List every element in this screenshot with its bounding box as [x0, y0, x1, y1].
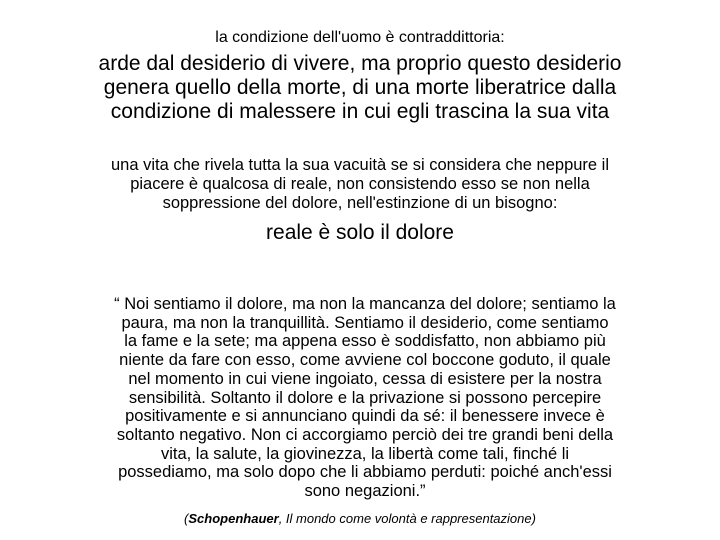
quote-line: paura, ma non la tranquillità. Sentiamo il desiderio, come sentiamo — [121, 313, 609, 332]
thesis-paragraph — [0, 52, 720, 124]
quote-line: la fame e la sete; ma appena esso è soddisfatto, non abbiamo più — [124, 332, 606, 351]
vacuity-line: piacere è qualcosa di reale, non consistendo esso se non nella — [130, 175, 590, 193]
vacuity-paragraph — [0, 156, 720, 213]
citation-author: Schopenhauer — [188, 511, 279, 526]
quote-line: vita, la salute, la giovinezza, la libertà come tali, finché li — [160, 444, 570, 463]
quote-line: sensibilità. Soltanto il dolore e la privazione si possono percepire — [128, 388, 602, 407]
conclusion-line: reale è solo il dolore — [266, 221, 454, 244]
quote-line: soltanto negativo. Non ci accorgiamo perciò dei tre grandi beni della — [116, 425, 614, 444]
quote-line: positivamente e si annunciano quindi da sé: il benessere invece è — [125, 407, 605, 426]
quote-line: sono negazioni.” — [304, 482, 426, 501]
quote-line: niente da fare con esso, come avviene col boccone goduto, il quale — [119, 351, 611, 370]
vacuity-line: soppressione del dolore, nell'estinzione di un bisogno: — [162, 194, 558, 212]
intro-line: la condizione dell'uomo è contraddittoria: — [215, 29, 505, 46]
vacuity-line: una vita che rivela tutta la sua vacuità se si considera che neppure il — [110, 156, 610, 174]
thesis-line: genera quello della morte, di una morte liberatrice dalla — [103, 76, 617, 99]
citation-work: , Il mondo come volontà e rappresentazione) — [278, 511, 536, 526]
schopenhauer-quote — [0, 295, 720, 501]
thesis-line: arde dal desiderio di vivere, ma proprio questo desiderio — [98, 52, 622, 75]
quote-line: “ Noi sentiamo il dolore, ma non la mancanza del dolore; sentiamo la — [114, 295, 616, 313]
quote-line: possediamo, ma solo dopo che li abbiamo perduti: poiché anch'essi — [118, 463, 612, 482]
quote-line: nel momento in cui viene ingoiato, cessa di esistere per la nostra — [128, 369, 602, 388]
citation — [0, 510, 720, 528]
thesis-line: condizione di malessere in cui egli trascina la sua vita — [110, 100, 610, 123]
citation-open-paren: ( — [184, 511, 189, 526]
